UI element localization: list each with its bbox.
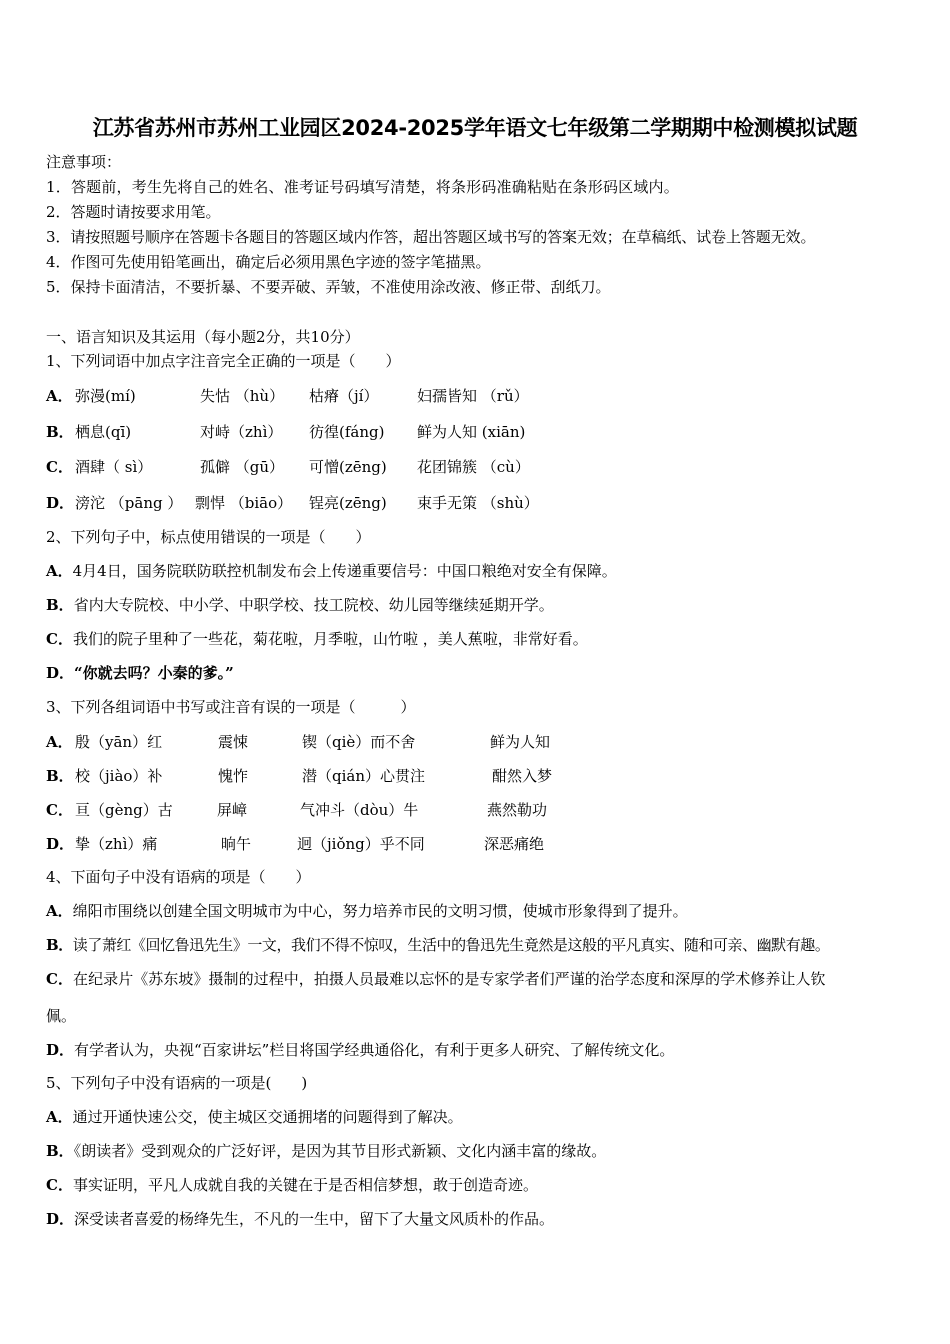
option-label: C． <box>46 630 73 648</box>
question-1-stem: 1、下列词语中加点字注音完全正确的一项是（ ） <box>46 352 401 370</box>
option-label: A． <box>46 733 73 751</box>
option-cell: 挚（zhì）痛 <box>75 835 158 853</box>
option-label: D． <box>46 494 75 512</box>
question-2-option-c <box>46 629 588 649</box>
question-5-option-a <box>46 1107 463 1127</box>
question-5-option-d <box>46 1209 554 1229</box>
option-cell: 气冲斗（dòu）牛 <box>300 801 419 819</box>
option-label: B． <box>46 936 73 954</box>
question-2-option-b <box>46 595 554 615</box>
option-text: 绵阳市围绕以创建全国文明城市为中心，努力培养市民的文明习惯，使城市形象得到了提升。 <box>72 902 688 920</box>
section-heading: 一、语言知识及其运用（每小题2分，共10分） <box>46 328 360 346</box>
question-2-option-d <box>46 663 234 683</box>
option-cell: 剽悍 （biāo） <box>195 494 293 512</box>
option-cell: 愧怍 <box>218 767 249 785</box>
notice-item: 1．答题前，考生先将自己的姓名、准考证号码填写清楚，将条形码准确粘贴在条形码区域内。 <box>46 178 679 196</box>
option-cell: 潜（qián）心贯注 <box>302 767 426 785</box>
question-4-option-d <box>46 1040 674 1060</box>
option-text: 省内大专院校、中小学、中职学校、技工院校、幼儿园等继续延期开学。 <box>73 596 554 614</box>
option-cell: 可憎(zēng) <box>309 458 387 476</box>
option-label: B． <box>46 423 74 441</box>
question-4-option-a <box>46 901 688 921</box>
option-text: 深受读者喜爱的杨绛先生，不凡的一生中，留下了大量文风质朴的作品。 <box>74 1210 555 1228</box>
option-cell: 失怙 （hù） <box>200 387 285 405</box>
question-3-stem: 3、下列各组词语中书写或注音有误的一项是（ ） <box>46 698 416 716</box>
option-label: C． <box>46 970 74 988</box>
option-cell: 枯瘠（jí） <box>309 387 379 405</box>
option-label: C． <box>46 1176 73 1194</box>
option-cell: 栖息(qī) <box>75 423 132 441</box>
option-cell: 束手无策 （shù） <box>417 494 539 512</box>
option-text: 《朗读者》受到观众的广泛好评，是因为其节目形式新颖、文化内涵丰富的缘故。 <box>73 1142 607 1160</box>
option-text: 4月4日，国务院联防联控机制发布会上传递重要信号：中国口粮绝对安全有保障。 <box>72 562 617 580</box>
option-label: D． <box>46 1041 75 1059</box>
question-4-option-b <box>46 935 829 955</box>
option-cell: 深恶痛绝 <box>484 835 545 853</box>
option-cell: 花团锦簇 （cù） <box>417 458 530 476</box>
question-5-option-c <box>46 1175 538 1195</box>
notice-heading: 注意事项： <box>46 153 122 171</box>
option-text: 通过开通快速公交，使主城区交通拥堵的问题得到了解决。 <box>72 1108 463 1126</box>
option-cell: 滂沱 （pāng ） <box>75 494 183 512</box>
option-cell: 对峙（zhì） <box>200 423 283 441</box>
option-text: 事实证明，平凡人成就自我的关键在于是否相信梦想，敢于创造奇迹。 <box>72 1176 538 1194</box>
option-label: A． <box>46 1108 73 1126</box>
notice-item: 2．答题时请按要求用笔。 <box>46 203 221 221</box>
option-label: A． <box>46 902 73 920</box>
option-cell: 弥漫(mí) <box>75 387 136 405</box>
option-text: 有学者认为，央视“百家讲坛”栏目将国学经典通俗化，有利于更多人研究、了解传统文化。 <box>74 1041 675 1059</box>
option-text: 读了萧红《回忆鲁迅先生》一文，我们不得不惊叹，生活中的鲁迅先生竟然是这般的平凡真实、随和可亲、幽默有趣。 <box>72 936 830 954</box>
option-label: C． <box>46 458 73 476</box>
notice-item: 5．保持卡面清洁，不要折暴、不要弄破、弄皱，不准使用涂改液、修正带、刮纸刀。 <box>46 278 611 296</box>
option-label: B． <box>46 1142 74 1160</box>
page-title: 江苏省苏州市苏州工业园区2024-2025学年语文七年级第二学期期中检测模拟试题 <box>92 116 858 140</box>
option-cell: 校（jiào）补 <box>75 767 163 785</box>
option-cell: 鲜为人知 <box>490 733 551 751</box>
option-cell: 亘（gèng）古 <box>75 801 173 819</box>
notice-item: 3．请按照题号顺序在答题卡各题目的答题区域内作答，超出答题区域书写的答案无效；在草稿纸、试卷上答题无效。 <box>46 228 816 246</box>
question-2-stem: 2、下列句子中，标点使用错误的一项是（ ） <box>46 528 371 546</box>
option-label: A． <box>46 562 73 580</box>
option-cell: 孤僻 （gū） <box>200 458 285 476</box>
option-cell: 鲜为人知 (xiān) <box>417 423 526 441</box>
question-2-option-a <box>46 561 617 581</box>
option-cell: 锃亮(zēng) <box>309 494 387 512</box>
option-cell: 晌午 <box>221 835 252 853</box>
question-5-stem: 5、下列句子中没有语病的一项是( ) <box>46 1074 308 1092</box>
option-cell: 迥（jiǒng）乎不同 <box>297 835 425 853</box>
option-cell: 酣然入梦 <box>492 767 553 785</box>
option-label: B． <box>46 767 74 785</box>
option-cell: 殷（yān）红 <box>75 733 163 751</box>
question-4-stem: 4、下面句子中没有语病的项是（ ） <box>46 868 311 886</box>
option-cell: 彷徨(fáng) <box>309 423 385 441</box>
option-label: C． <box>46 801 73 819</box>
option-cell: 震悚 <box>218 733 249 751</box>
option-cell: 妇孺皆知 （rǔ） <box>417 387 529 405</box>
notice-item: 4．作图可先使用铅笔画出，确定后必须用黑色字迹的签字笔描黑。 <box>46 253 491 271</box>
option-cell: 屏嶂 <box>217 801 248 819</box>
option-cell: 锲（qiè）而不舍 <box>302 733 416 751</box>
option-cell: 燕然勒功 <box>487 801 548 819</box>
option-text: 在纪录片《苏东坡》摄制的过程中，拍摄人员最难以忘怀的是专家学者们严谨的治学态度和深厚的学术修养让人钦 <box>73 970 826 988</box>
option-label: B． <box>46 596 74 614</box>
option-text: 我们的院子里种了一些花，菊花啦，月季啦，山竹啦 ，美人蕉啦，非常好看。 <box>72 630 588 648</box>
option-label: D． <box>46 664 75 682</box>
question-4-option-c-continued: 佩。 <box>46 1007 77 1025</box>
option-label: A． <box>46 387 73 405</box>
option-text: “你就去吗？小秦的爹。” <box>74 664 234 682</box>
option-label: D． <box>46 835 75 853</box>
question-4-option-c <box>46 969 826 989</box>
option-label: D． <box>46 1210 75 1228</box>
question-5-option-b <box>46 1141 606 1161</box>
option-cell: 酒肆（ sì） <box>75 458 153 476</box>
